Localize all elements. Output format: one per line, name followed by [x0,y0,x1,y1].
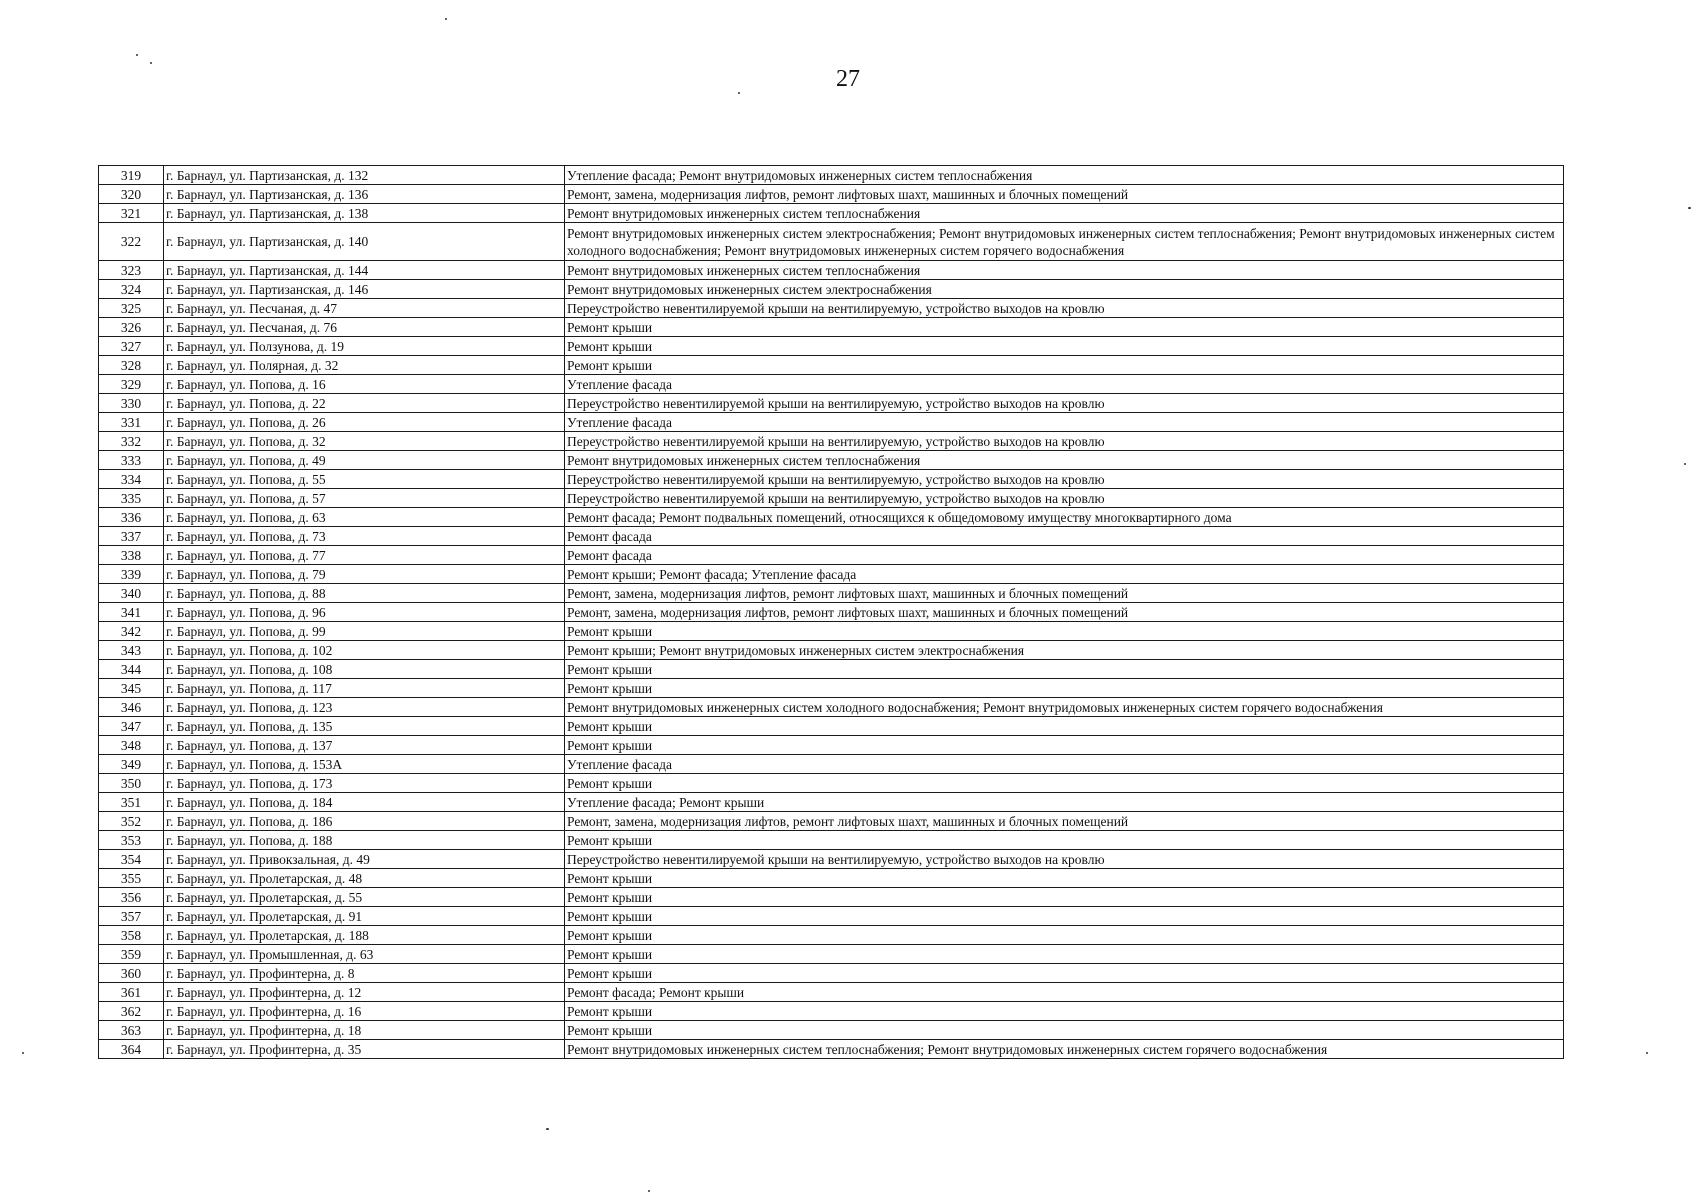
row-number: 360 [99,964,164,983]
works-cell: Ремонт, замена, модернизация лифтов, ремонт лифтовых шахт, машинных и блочных помещений [565,812,1564,831]
row-number: 329 [99,375,164,394]
table-row [99,584,1564,603]
table-row [99,622,1564,641]
address-cell: г. Барнаул, ул. Попова, д. 79 [164,565,565,584]
works-cell: Ремонт фасада [565,546,1564,565]
table-row [99,641,1564,660]
table-row [99,945,1564,964]
address-cell: г. Барнаул, ул. Пролетарская, д. 48 [164,869,565,888]
address-cell: г. Барнаул, ул. Партизанская, д. 138 [164,204,565,223]
scan-speck [22,1052,24,1054]
works-cell: Переустройство невентилируемой крыши на вентилируемую, устройство выходов на кровлю [565,299,1564,318]
row-number: 322 [99,223,164,261]
table-row [99,1040,1564,1059]
row-number: 347 [99,717,164,736]
address-cell: г. Барнаул, ул. Попова, д. 22 [164,394,565,413]
scan-speck [648,1190,650,1192]
row-number: 359 [99,945,164,964]
table-row [99,1002,1564,1021]
address-cell: г. Барнаул, ул. Попова, д. 55 [164,470,565,489]
row-number: 339 [99,565,164,584]
table-row [99,983,1564,1002]
row-number: 337 [99,527,164,546]
address-cell: г. Барнаул, ул. Привокзальная, д. 49 [164,850,565,869]
row-number: 324 [99,280,164,299]
works-cell: Ремонт, замена, модернизация лифтов, ремонт лифтовых шахт, машинных и блочных помещений [565,603,1564,622]
address-cell: г. Барнаул, ул. Попова, д. 49 [164,451,565,470]
row-number: 345 [99,679,164,698]
scan-speck [445,18,447,20]
row-number: 348 [99,736,164,755]
works-cell: Ремонт крыши [565,831,1564,850]
address-cell: г. Барнаул, ул. Профинтерна, д. 12 [164,983,565,1002]
row-number: 353 [99,831,164,850]
row-number: 328 [99,356,164,375]
row-number: 319 [99,166,164,185]
address-cell: г. Барнаул, ул. Попова, д. 88 [164,584,565,603]
address-cell: г. Барнаул, ул. Пролетарская, д. 55 [164,888,565,907]
table-row [99,223,1564,261]
row-number: 343 [99,641,164,660]
works-cell: Ремонт крыши [565,679,1564,698]
works-cell: Ремонт внутридомовых инженерных систем холодного водоснабжения; Ремонт внутридомовых инженерных систем горячего водоснабжения [565,698,1564,717]
row-number: 341 [99,603,164,622]
works-cell: Утепление фасада [565,375,1564,394]
row-number: 326 [99,318,164,337]
row-number: 355 [99,869,164,888]
scan-speck [1688,207,1691,209]
works-cell: Ремонт крыши [565,869,1564,888]
works-cell: Ремонт внутридомовых инженерных систем теплоснабжения [565,451,1564,470]
row-number: 323 [99,261,164,280]
works-cell: Ремонт крыши [565,945,1564,964]
row-number: 358 [99,926,164,945]
works-cell: Ремонт крыши [565,736,1564,755]
works-cell: Ремонт крыши [565,660,1564,679]
table-row [99,413,1564,432]
address-cell: г. Барнаул, ул. Попова, д. 184 [164,793,565,812]
table-row [99,736,1564,755]
table-row [99,166,1564,185]
table-row [99,603,1564,622]
table-row [99,774,1564,793]
table-row [99,964,1564,983]
address-cell: г. Барнаул, ул. Ползунова, д. 19 [164,337,565,356]
address-cell: г. Барнаул, ул. Песчаная, д. 76 [164,318,565,337]
table-row [99,318,1564,337]
works-cell: Ремонт фасада; Ремонт крыши [565,983,1564,1002]
row-number: 336 [99,508,164,527]
address-cell: г. Барнаул, ул. Попова, д. 26 [164,413,565,432]
row-number: 338 [99,546,164,565]
address-cell: г. Барнаул, ул. Партизанская, д. 140 [164,223,565,261]
works-cell: Переустройство невентилируемой крыши на вентилируемую, устройство выходов на кровлю [565,489,1564,508]
scan-speck [1646,1052,1648,1054]
address-cell: г. Барнаул, ул. Попова, д. 102 [164,641,565,660]
address-cell: г. Барнаул, ул. Партизанская, д. 136 [164,185,565,204]
works-cell: Ремонт внутридомовых инженерных систем теплоснабжения [565,261,1564,280]
table-row [99,717,1564,736]
address-cell: г. Барнаул, ул. Профинтерна, д. 35 [164,1040,565,1059]
row-number: 330 [99,394,164,413]
table-row [99,356,1564,375]
works-cell: Переустройство невентилируемой крыши на вентилируемую, устройство выходов на кровлю [565,850,1564,869]
row-number: 362 [99,1002,164,1021]
works-cell: Ремонт крыши [565,926,1564,945]
address-cell: г. Барнаул, ул. Попова, д. 108 [164,660,565,679]
address-cell: г. Барнаул, ул. Попова, д. 135 [164,717,565,736]
table-row [99,299,1564,318]
table-row [99,508,1564,527]
row-number: 333 [99,451,164,470]
row-number: 361 [99,983,164,1002]
address-cell: г. Барнаул, ул. Профинтерна, д. 8 [164,964,565,983]
works-cell: Ремонт внутридомовых инженерных систем электроснабжения [565,280,1564,299]
address-cell: г. Барнаул, ул. Попова, д. 73 [164,527,565,546]
table-row [99,869,1564,888]
row-number: 344 [99,660,164,679]
row-number: 346 [99,698,164,717]
table-row [99,926,1564,945]
scan-speck [738,92,740,94]
row-number: 335 [99,489,164,508]
address-cell: г. Барнаул, ул. Партизанская, д. 144 [164,261,565,280]
row-number: 352 [99,812,164,831]
address-cell: г. Барнаул, ул. Попова, д. 173 [164,774,565,793]
table-row [99,261,1564,280]
works-cell: Ремонт крыши [565,907,1564,926]
row-number: 364 [99,1040,164,1059]
address-cell: г. Барнаул, ул. Пролетарская, д. 91 [164,907,565,926]
table-row [99,565,1564,584]
row-number: 340 [99,584,164,603]
row-number: 350 [99,774,164,793]
address-cell: г. Барнаул, ул. Попова, д. 32 [164,432,565,451]
row-number: 320 [99,185,164,204]
address-cell: г. Барнаул, ул. Пролетарская, д. 188 [164,926,565,945]
page-number: 27 [836,66,860,92]
works-cell: Ремонт крыши [565,1021,1564,1040]
address-cell: г. Барнаул, ул. Попова, д. 117 [164,679,565,698]
row-number: 327 [99,337,164,356]
address-cell: г. Барнаул, ул. Партизанская, д. 146 [164,280,565,299]
works-cell: Утепление фасада [565,755,1564,774]
table-row [99,907,1564,926]
works-cell: Ремонт крыши [565,622,1564,641]
works-cell: Ремонт крыши [565,717,1564,736]
address-cell: г. Барнаул, ул. Попова, д. 123 [164,698,565,717]
table-row [99,451,1564,470]
table-row [99,679,1564,698]
row-number: 325 [99,299,164,318]
table-row [99,280,1564,299]
address-cell: г. Барнаул, ул. Попова, д. 77 [164,546,565,565]
works-cell: Ремонт фасада [565,527,1564,546]
works-cell: Ремонт фасада; Ремонт подвальных помещений, относящихся к общедомовому имуществу многоквартирного дома [565,508,1564,527]
table-row [99,185,1564,204]
row-number: 351 [99,793,164,812]
row-number: 321 [99,204,164,223]
address-cell: г. Барнаул, ул. Попова, д. 186 [164,812,565,831]
address-cell: г. Барнаул, ул. Партизанская, д. 132 [164,166,565,185]
table-row [99,755,1564,774]
works-cell: Ремонт крыши; Ремонт фасада; Утепление фасада [565,565,1564,584]
scan-speck [546,1128,549,1130]
works-cell: Ремонт крыши [565,964,1564,983]
row-number: 349 [99,755,164,774]
address-cell: г. Барнаул, ул. Попова, д. 16 [164,375,565,394]
works-cell: Переустройство невентилируемой крыши на вентилируемую, устройство выходов на кровлю [565,394,1564,413]
works-cell: Переустройство невентилируемой крыши на вентилируемую, устройство выходов на кровлю [565,470,1564,489]
table-row [99,337,1564,356]
scan-speck [1684,463,1686,465]
works-cell: Ремонт крыши [565,318,1564,337]
row-number: 354 [99,850,164,869]
address-cell: г. Барнаул, ул. Профинтерна, д. 18 [164,1021,565,1040]
table-row [99,888,1564,907]
address-cell: г. Барнаул, ул. Промышленная, д. 63 [164,945,565,964]
table-row [99,470,1564,489]
address-cell: г. Барнаул, ул. Попова, д. 57 [164,489,565,508]
table-row [99,432,1564,451]
address-cell: г. Барнаул, ул. Полярная, д. 32 [164,356,565,375]
row-number: 332 [99,432,164,451]
works-cell: Ремонт крыши [565,888,1564,907]
table-row [99,1021,1564,1040]
works-cell: Переустройство невентилируемой крыши на вентилируемую, устройство выходов на кровлю [565,432,1564,451]
address-cell: г. Барнаул, ул. Попова, д. 63 [164,508,565,527]
table-row [99,375,1564,394]
address-cell: г. Барнаул, ул. Профинтерна, д. 16 [164,1002,565,1021]
scan-speck [136,54,138,56]
table-row [99,527,1564,546]
table-row [99,850,1564,869]
address-cell: г. Барнаул, ул. Попова, д. 137 [164,736,565,755]
works-cell: Ремонт крыши [565,337,1564,356]
row-number: 334 [99,470,164,489]
table-row [99,812,1564,831]
works-cell: Ремонт крыши [565,356,1564,375]
row-number: 363 [99,1021,164,1040]
row-number: 331 [99,413,164,432]
table-row [99,546,1564,565]
works-cell: Утепление фасада; Ремонт крыши [565,793,1564,812]
works-cell: Ремонт внутридомовых инженерных систем теплоснабжения; Ремонт внутридомовых инженерных систем горячего водоснабжения [565,1040,1564,1059]
address-cell: г. Барнаул, ул. Попова, д. 188 [164,831,565,850]
works-cell: Ремонт крыши [565,774,1564,793]
address-cell: г. Барнаул, ул. Попова, д. 99 [164,622,565,641]
row-number: 356 [99,888,164,907]
works-table [98,165,1564,1059]
table-row [99,793,1564,812]
table-row [99,698,1564,717]
row-number: 342 [99,622,164,641]
works-cell: Ремонт внутридомовых инженерных систем теплоснабжения [565,204,1564,223]
works-cell: Утепление фасада [565,413,1564,432]
address-cell: г. Барнаул, ул. Попова, д. 153А [164,755,565,774]
table-row [99,831,1564,850]
address-cell: г. Барнаул, ул. Попова, д. 96 [164,603,565,622]
works-cell: Утепление фасада; Ремонт внутридомовых инженерных систем теплоснабжения [565,166,1564,185]
address-cell: г. Барнаул, ул. Песчаная, д. 47 [164,299,565,318]
scan-speck [150,62,152,64]
works-cell: Ремонт, замена, модернизация лифтов, ремонт лифтовых шахт, машинных и блочных помещений [565,185,1564,204]
works-cell: Ремонт, замена, модернизация лифтов, ремонт лифтовых шахт, машинных и блочных помещений [565,584,1564,603]
works-cell: Ремонт крыши; Ремонт внутридомовых инженерных систем электроснабжения [565,641,1564,660]
works-cell: Ремонт крыши [565,1002,1564,1021]
table-row [99,204,1564,223]
table-row [99,394,1564,413]
works-table-body [99,166,1564,1059]
row-number: 357 [99,907,164,926]
works-cell: Ремонт внутридомовых инженерных систем электроснабжения; Ремонт внутридомовых инженерных систем теплоснабжения; Ремонт внутридомовых инженерных систем холодного водоснабжения; Ремонт внутридомовых инженерных систем горячего водоснабжения [565,223,1564,261]
table-row [99,489,1564,508]
table-row [99,660,1564,679]
